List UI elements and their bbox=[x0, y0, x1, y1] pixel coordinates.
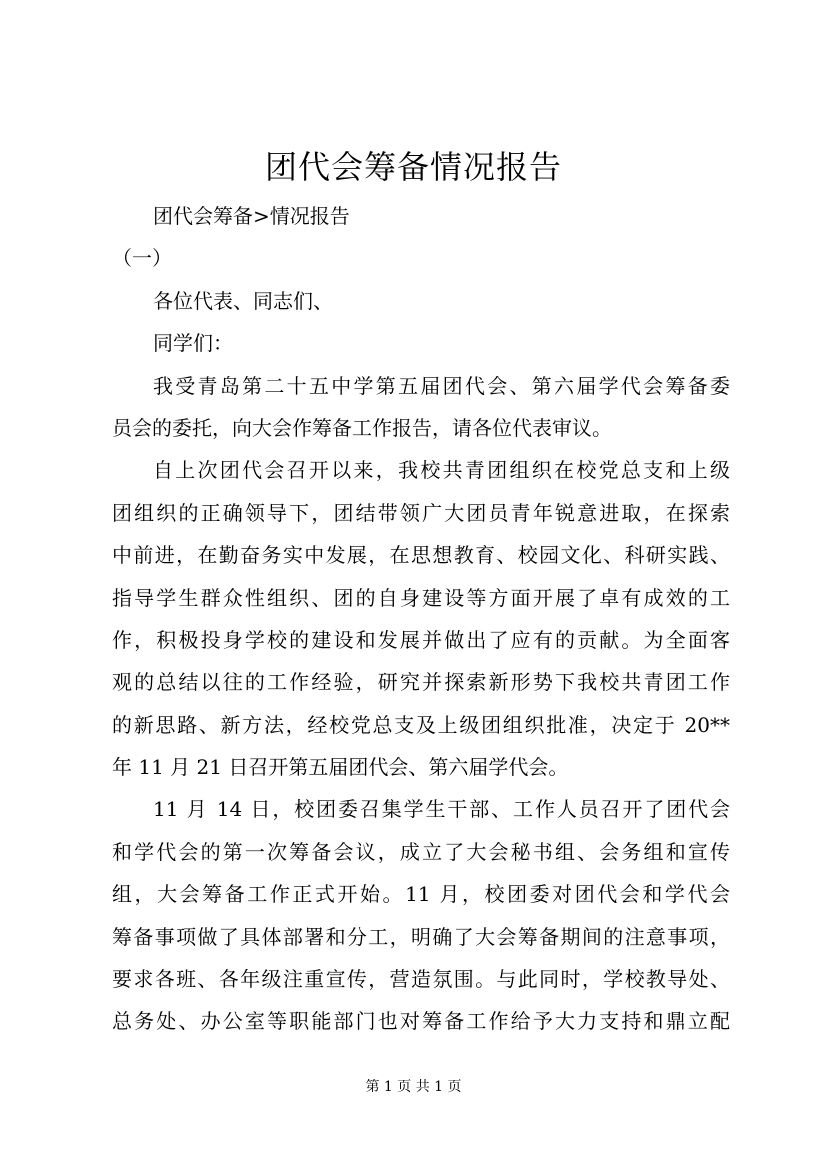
paragraph-line: 指导学生群众性组织、团的自身建设等方面开展了卓有成效的工 bbox=[112, 585, 730, 610]
paragraph-line: 筹备事项做了具体部署和分工，明确了大会筹备期间的注意事项， bbox=[112, 924, 730, 949]
paragraph-line: 的新思路、新方法，经校党总支及上级团组织批准，决定于 20** bbox=[112, 712, 730, 737]
paragraph-line: 和学代会的第一次筹备会议，成立了大会秘书组、会务组和宣传 bbox=[112, 839, 730, 864]
document-title: 团代会筹备情况报告 bbox=[264, 148, 562, 186]
paragraph-line: 11 月 14 日，校团委召集学生干部、工作人员召开了团代会 bbox=[153, 797, 730, 822]
salutation-line: 各位代表、同志们、 bbox=[153, 288, 333, 313]
paragraph-line: 要求各班、各年级注重宣传，营造氛围。与此同时，学校教导处、 bbox=[112, 967, 730, 992]
section-marker: （一） bbox=[112, 246, 172, 271]
paragraph-line: 年 11 月 21 日召开第五届团代会、第六届学代会。 bbox=[112, 755, 569, 780]
paragraph-line: 员会的委托，向大会作筹备工作报告，请各位代表审议。 bbox=[112, 415, 612, 440]
document-body bbox=[112, 195, 730, 1043]
paragraph-line: 总务处、办公室等职能部门也对筹备工作给予大力支持和鼎立配 bbox=[112, 1009, 730, 1034]
paragraph-line: 团组织的正确领导下，团结带领广大团员青年锐意进取，在探索 bbox=[112, 500, 730, 525]
salutation-line: 同学们： bbox=[153, 331, 233, 356]
paragraph-line: 作，积极投身学校的建设和发展并做出了应有的贡献。为全面客 bbox=[112, 627, 730, 652]
subtitle-line: 团代会筹备>情况报告 bbox=[153, 204, 350, 228]
paragraph-line: 组，大会筹备工作正式开始。11 月，校团委对团代会和学代会 bbox=[112, 882, 730, 907]
paragraph-line: 观的总结以往的工作经验，研究并探索新形势下我校共青团工作 bbox=[112, 670, 730, 695]
paragraph-line: 自上次团代会召开以来，我校共青团组织在校党总支和上级 bbox=[153, 458, 730, 483]
paragraph-line: 中前进，在勤奋务实中发展，在思想教育、校园文化、科研实践、 bbox=[112, 543, 730, 568]
page-number: 第 1 页 共 1 页 bbox=[365, 1079, 462, 1095]
paragraph-line: 我受青岛第二十五中学第五届团代会、第六届学代会筹备委 bbox=[153, 373, 730, 398]
